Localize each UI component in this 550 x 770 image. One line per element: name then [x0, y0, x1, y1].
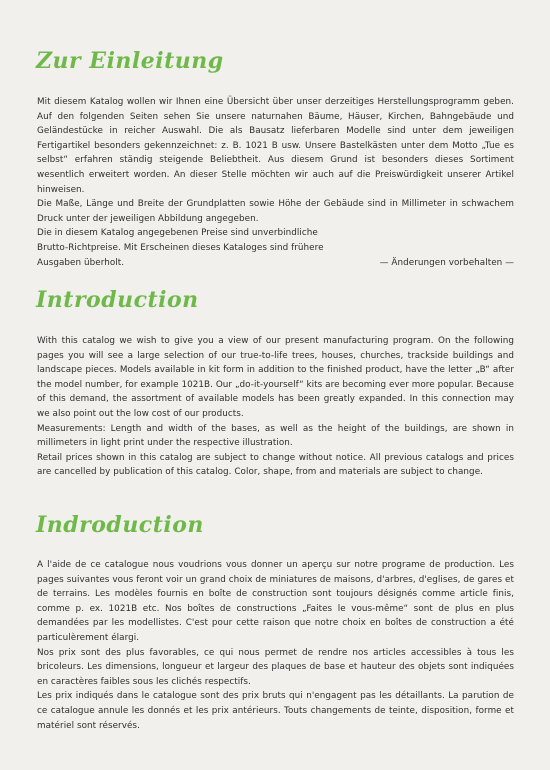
- heading-french: Indroduction: [36, 512, 204, 538]
- paragraph: Measurements: Length and width of the bases, as well as the height of the buildings, are shown in millimeters in light print under the respective illustration.: [37, 423, 514, 449]
- section-german: [37, 95, 514, 270]
- paragraph: A l'aide de ce catalogue nous voudrions vous donner un aperçu sur notre programe de production. Les pages suivantes vous feront voir un grand choix de miniatures de maisons, d'arbres, d'eglises, de gares et de terrains. Les modèles fournis en boîte de construction sont toujours désignés comme article finis, comme p. ex. 1021B etc. Nos boîtes de constructions „Faites le vous-même“ sont de plus en plus demandées par les modellistes. C'est pour cette raison que notre choix en boîtes de construction a été particulèrement élargi.: [37, 560, 514, 643]
- changes-reserved-note: — Änderungen vorbehalten —: [379, 257, 514, 268]
- paragraph: Nos prix sont des plus favorables, ce qui nous permet de rendre nos articles accessibles à tous les bricoleurs. Les dimensions, longueur et largeur des plaques de base et hauteur des objets sont indiquées en caractères faibles sous les clichés respectifs.: [37, 647, 514, 687]
- paragraph-with-note: [37, 226, 514, 270]
- paragraph: With this catalog we wish to give you a view of our present manufacturing program. On the following pages you will see a large selection of our true-to-life trees, houses, churches, trackside buildings and landscape pieces. Models available in kit form in addition to the finished product, have the letter „B“ after the model number, for example 1021B. Our „do-it-yourself“ kits are becoming ever more popular. Because of this demand, the assortment of available models has been greatly expanded. In this connection may we also point out the low cost of our products.: [37, 336, 514, 419]
- paragraph: Mit diesem Katalog wollen wir Ihnen eine Übersicht über unser derzeitiges Herstellungsprogramm geben. Auf den folgenden Seiten sehen Sie unsere naturnahen Bäume, Häuser, Kirchen, Bahngebäude und Geländestücke in reicher Auswahl. Die als Bausatz lieferbaren Modelle sind unter dem jeweiligen Fertigartikel besonders gekennzeichnet: z. B. 1021 B usw. Unsere Bastelkästen unter dem Motto „Tue es selbst“ erfahren ständig steigende Beliebtheit. Aus diesem Grund ist besonders dieses Sortiment wesentlich erweitert worden. An dieser Stelle möchten wir auch auf die Preiswürdigkeit unserer Artikel hinweisen.: [37, 97, 514, 195]
- section-english: [37, 334, 514, 480]
- heading-german: Zur Einleitung: [36, 48, 224, 74]
- paragraph: Die in diesem Katalog angegebenen Preise sind unverbindliche Brutto-Richtpreise. Mit Erscheinen dieses Kataloges sind frühere Ausgaben überholt.: [37, 228, 324, 268]
- paragraph: Die Maße, Länge und Breite der Grundplatten sowie Höhe der Gebäude sind in Millimeter in schwachem Druck unter der jeweiligen Abbildung angegeben.: [37, 199, 514, 224]
- paragraph: Les prix indiqués dans le catalogue sont des prix bruts qui n'engagent pas les détaillants. La parution de ce catalogue annule les donnés et les prix antérieurs. Touts changements de teinte, disposition, forme et matériel sont réservés.: [37, 691, 514, 731]
- paragraph: Retail prices shown in this catalog are subject to change without notice. All previous catalogs and prices are cancelled by publication of this catalog. Color, shape, from and materials are subject to change.: [37, 452, 514, 478]
- heading-english: Introduction: [36, 287, 199, 313]
- section-french: [37, 558, 514, 733]
